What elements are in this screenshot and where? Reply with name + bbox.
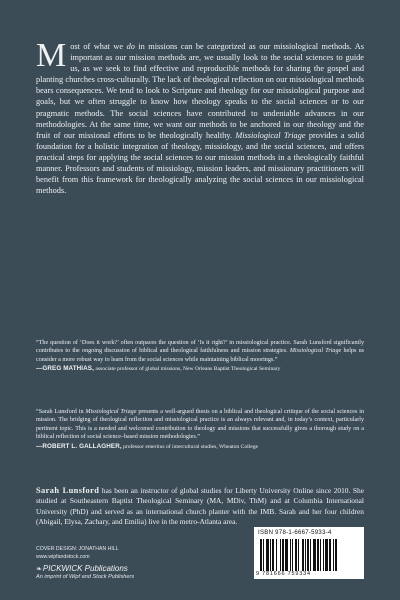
quote1-text-1: “The question of ‘Does it work?’ often outpaces the question of ‘Is it right?’ in missiological practice. Sarah Lunsford significantly contributes to the ongoing discussion of biblical and theological faithfulness and mission strategies. <box>36 340 364 355</box>
author-bio-text: has been an instructor of global studies for Liberty University Online since 2010. She studied at Southeastern Baptist Theological Seminary (MA, MDiv, ThM) and at Columbia International University (PhD) and served as an international church planter with the IMB. Sarah and her four children (Abigail, Elysa, Zachary, and Emilia) live in the metro-Atlanta area. <box>36 486 364 527</box>
barcode-bar <box>302 539 304 571</box>
quote1-name: —GREG MATHIAS, <box>36 365 94 373</box>
blurb-text-1: ost of what we <box>70 42 127 51</box>
barcode-number: 9 781666 759334 <box>256 571 311 577</box>
barcode-bar <box>320 539 321 571</box>
publisher-footer <box>36 545 236 581</box>
publisher-word: Publications <box>82 564 128 573</box>
quote2-role: professor emeritus of intercultural studies, Wheaton College <box>121 443 259 450</box>
quote1-text-2: helps us consider a more robust way to learn from the social sciences while maintaining biblical moorings.” <box>36 348 365 363</box>
barcode-bar <box>317 539 319 571</box>
publisher-imprint-line: An imprint of Wipf and Stock Publishers <box>36 574 135 580</box>
endorsement-robert-gallagher <box>36 408 364 451</box>
blurb-book-title: Missiological Triage <box>235 130 306 140</box>
barcode-bars <box>260 539 358 571</box>
barcode-bar <box>305 539 306 571</box>
isbn-label: ISBN 978-1-6667-5933-4 <box>258 530 332 536</box>
barcode-bar <box>270 539 271 571</box>
barcode-bar <box>263 539 264 571</box>
barcode-bar <box>325 539 328 571</box>
publisher-logo <box>36 564 236 574</box>
quote2-text-2: presents a well-argued thesis on a biblical and theological critique of the social sciences in mission. The bridging of theological reflection and missiological practice is an always relevant and, in today’s context, particularly pertinent topic. This is a needed and welcomed contribution to theology and missions that successfully gives a thorough study on a biblical reflection of social science–based mission methodologies.” <box>36 409 364 441</box>
barcode-bar <box>310 539 311 571</box>
quote1-role: associate professor of global missions, New Orleans Baptist Theological Seminary <box>93 366 281 373</box>
isbn-barcode <box>254 527 364 579</box>
back-cover-blurb <box>36 37 364 196</box>
quote1-attribution <box>36 365 364 373</box>
blurb-text-2: in missions can be categorized as our missiological methods. As important as our mission methods are, we usually look to the social sciences to guide us, as we seek to find effective and reproducible methods for sharing the gospel and planting churches cross-culturally. The lack of theological reflection on our missiological methods bears consequences. We tend to look to Scripture and theology for our missiological purpose and goals, but we often struggle to know how theology speaks to the social sciences or to our pragmatic methods. The social sciences have contributed to undeniable advances in our methodologies. At the same time, we want our methods to be anchored in our theology and the fruit of our missional efforts to be theologically healthy. <box>36 42 364 140</box>
endorsement-greg-mathias <box>36 339 364 374</box>
barcode-bar <box>260 539 262 571</box>
barcode-bar <box>335 539 337 571</box>
barcode-bar <box>333 539 334 571</box>
barcode-bar <box>272 539 274 571</box>
barcode-bar <box>295 539 297 571</box>
barcode-bar <box>276 539 277 571</box>
barcode-bar <box>298 539 299 571</box>
barcode-bar <box>292 539 293 571</box>
barcode-bar <box>285 539 288 571</box>
barcode-bar <box>290 539 291 571</box>
publisher-name: PICKWICK <box>42 564 83 573</box>
barcode-bar <box>266 539 269 571</box>
drop-cap: M <box>36 37 67 74</box>
quote2-book-title: Missiological Triage <box>85 409 137 415</box>
author-name: Sarah Lunsford <box>36 486 100 495</box>
barcode-bar <box>313 539 316 571</box>
quote2-text-1: “Sarah Lunsford in <box>36 409 86 415</box>
cover-design-credit: COVER DESIGN: JONATHAN HILL <box>36 546 119 552</box>
barcode-bar <box>329 539 331 571</box>
quote2-name: —ROBERT L. GALLAGHER, <box>36 442 122 450</box>
barcode-bar <box>323 539 324 571</box>
quote2-attribution <box>36 443 364 451</box>
barcode-bar <box>307 539 309 571</box>
blurb-emphasis-do: do <box>126 42 135 51</box>
publisher-leaf-icon: ❧ <box>36 566 42 573</box>
blurb-text-3: provides a solid foundation for a holistic integration of theology, missiology, and the social sciences, and offers practical steps for applying the social sciences to our mission methods in a theologically faithful manner. Professors and students of missiology, mission leaders, and missionary practitioners will benefit from this framework for theologically analyzing the social sciences in our missiological methods. <box>36 130 364 196</box>
quote1-book-title: Missiological Triage <box>289 348 342 355</box>
barcode-bar <box>280 539 281 571</box>
publisher-website: www.wipfandstock.com <box>36 554 90 560</box>
barcode-bar <box>282 539 284 571</box>
author-bio <box>36 486 364 528</box>
